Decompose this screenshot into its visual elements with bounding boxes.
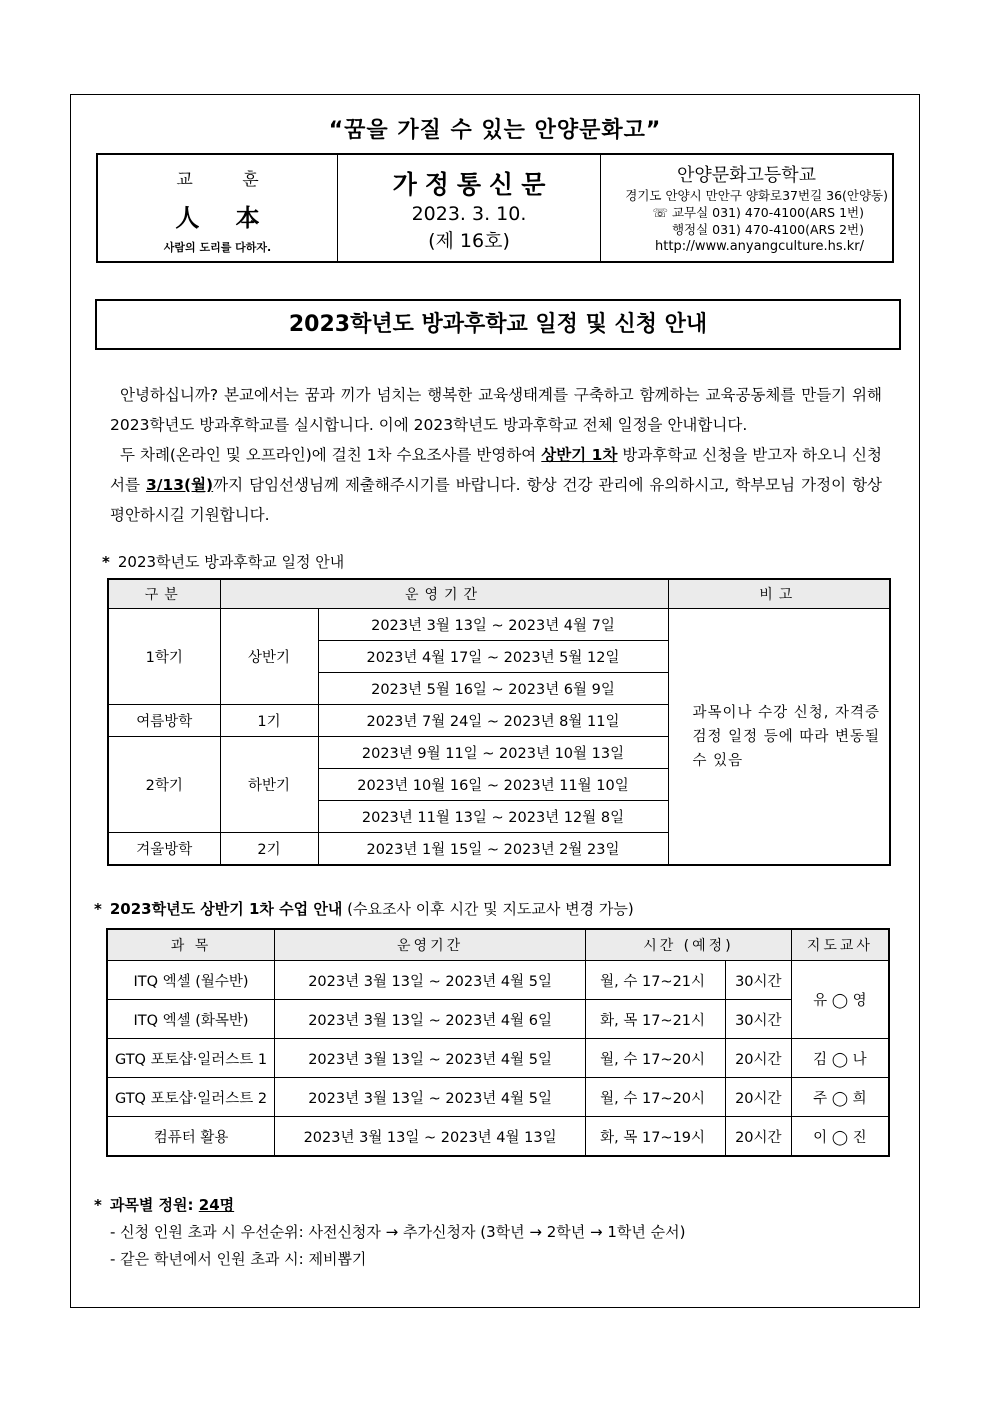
school-name: 안양문화고등학교: [676, 165, 817, 186]
intro-paragraph-2: [110, 440, 882, 530]
term-cell: 겨울방학: [108, 833, 220, 866]
school-website-link[interactable]: http://www.anyangculture.hs.kr/: [655, 239, 864, 254]
period-cell: 2023년 1월 15일 ~ 2023년 2월 23일: [318, 833, 668, 866]
capacity-label: 과목별 정원:: [109, 1196, 199, 1214]
col-header-time: 시간 (예정): [586, 929, 792, 961]
hours-cell: 20시간: [725, 1039, 791, 1078]
teacher-cell: 주 ◯ 희: [791, 1078, 889, 1117]
period-cell: 2023년 3월 13일 ~ 2023년 4월 5일: [275, 1039, 586, 1078]
schedule-table: [107, 578, 891, 866]
col-header-subject: 과 목: [107, 929, 275, 961]
school-phone-admin: 행정실 031) 470-4100(ARS 2번): [671, 222, 864, 237]
hours-cell: 30시간: [725, 961, 791, 1000]
subject-cell: ITQ 엑셀 (월수반): [107, 961, 275, 1000]
period-cell: 2023년 11월 13일 ~ 2023년 12월 8일: [318, 801, 668, 833]
period-cell: 2023년 3월 13일 ~ 2023년 4월 6일: [275, 1000, 586, 1039]
hours-cell: 20시간: [725, 1117, 791, 1157]
table-row: [107, 1117, 889, 1157]
schedule-section-heading: [102, 551, 344, 572]
newsletter-issue: (제 16호): [428, 230, 510, 252]
time-cell: 화, 목 17~19시: [586, 1117, 726, 1157]
class-table: [106, 928, 890, 1157]
motto-main: 人 本: [175, 204, 274, 232]
subject-cell: 컴퓨터 활용: [107, 1117, 275, 1157]
table-row: [108, 609, 890, 641]
bullet-star: *: [102, 553, 110, 571]
period-cell: 2023년 4월 17일 ~ 2023년 5월 12일: [318, 641, 668, 673]
half-cell: 상반기: [220, 609, 318, 705]
period-cell: 2023년 7월 24일 ~ 2023년 8월 11일: [318, 705, 668, 737]
school-contact: [601, 155, 892, 261]
capacity-line: [94, 1192, 685, 1219]
table-row: [107, 961, 889, 1000]
intro-text-part: 방과후학교 신청을 받고자 하오니 신청서를: [110, 446, 882, 494]
school-slogan: “꿈을 가질 수 있는 안양문화고”: [328, 118, 662, 143]
time-cell: 월, 수 17~20시: [586, 1039, 726, 1078]
term-cell: 여름방학: [108, 705, 220, 737]
capacity-value: 24명: [198, 1196, 235, 1214]
table-row: [107, 1000, 889, 1039]
col-header-period: 운영기간: [220, 579, 668, 609]
newsletter-date: 2023. 3. 10.: [411, 203, 527, 225]
period-cell: 2023년 3월 13일 ~ 2023년 4월 5일: [275, 1078, 586, 1117]
col-header-teacher: 지도교사: [791, 929, 889, 961]
hours-cell: 20시간: [725, 1078, 791, 1117]
newsletter-info: [338, 155, 601, 261]
subject-cell: GTQ 포토샵·일러스트 1: [107, 1039, 275, 1078]
priority-note: - 신청 인원 초과 시 우선순위: 사전신청자 → 추가신청자 (3학년 → 2학년 → 1학년 순서): [110, 1223, 686, 1241]
intro-text-part: 까지 담임선생님께 제출해주시기를 바랍니다. 항상 건강 관리에 유의하시고, 학부모님 가정이 항상 평안하시길 기원합니다.: [110, 476, 883, 524]
class-header-row: [107, 929, 889, 961]
time-cell: 월, 수 17~20시: [586, 1078, 726, 1117]
class-section-heading: [94, 898, 634, 919]
col-header-category: 구분: [108, 579, 220, 609]
table-row: [107, 1078, 889, 1117]
time-cell: 화, 목 17~21시: [586, 1000, 726, 1039]
intro-text: [110, 380, 882, 530]
hours-cell: 30시간: [725, 1000, 791, 1039]
teacher-cell: 유 ◯ 영: [791, 961, 889, 1039]
half-cell: 2기: [220, 833, 318, 866]
teacher-cell: 김 ◯ 나: [791, 1039, 889, 1078]
term-cell: 1학기: [108, 609, 220, 705]
subject-cell: ITQ 엑셀 (화목반): [107, 1000, 275, 1039]
tiebreak-note: - 같은 학년에서 인원 초과 시: 제비뽑기: [110, 1250, 367, 1268]
capacity-notes: [94, 1192, 685, 1273]
class-section-subtitle: (수요조사 이후 시간 및 지도교사 변경 가능): [347, 900, 634, 918]
intro-text-part: 두 차례(온라인 및 오프라인)에 걸친 1차 수요조사를 반영하여: [120, 446, 542, 464]
note-cell: 과목이나 수강 신청, 자격증 검정 일정 등에 따라 변동될 수 있음: [668, 609, 890, 866]
period-cell: 2023년 10월 16일 ~ 2023년 11월 10일: [318, 769, 668, 801]
schedule-header-row: [108, 579, 890, 609]
period-cell: 2023년 3월 13일 ~ 2023년 4월 13일: [275, 1117, 586, 1157]
period-cell: 2023년 3월 13일 ~ 2023년 4월 5일: [275, 961, 586, 1000]
period-cell: 2023년 5월 16일 ~ 2023년 6월 9일: [318, 673, 668, 705]
motto-label: 교 훈: [176, 170, 281, 190]
subject-cell: GTQ 포토샵·일러스트 2: [107, 1078, 275, 1117]
teacher-cell: 이 ◯ 진: [791, 1117, 889, 1157]
school-address: 경기도 안양시 만안구 양화로37번길 36(안양동): [625, 188, 888, 203]
period-cell: 2023년 9월 11일 ~ 2023년 10월 13일: [318, 737, 668, 769]
highlight-first-half: 상반기 1차: [541, 446, 618, 464]
document-title: 2023학년도 방과후학교 일정 및 신청 안내: [95, 299, 901, 350]
school-motto: [98, 155, 338, 261]
motto-subtitle: 사람의 도리를 다하자.: [163, 241, 272, 254]
bullet-star: *: [94, 900, 102, 918]
table-row: [107, 1039, 889, 1078]
half-cell: 하반기: [220, 737, 318, 833]
class-section-title: 2023학년도 상반기 1차 수업 안내: [109, 900, 343, 918]
schedule-section-title: 2023학년도 방과후학교 일정 안내: [117, 553, 345, 571]
col-header-note: 비고: [668, 579, 890, 609]
term-cell: 2학기: [108, 737, 220, 833]
time-cell: 월, 수 17~21시: [586, 961, 726, 1000]
intro-paragraph-1: 안녕하십니까? 본교에서는 꿈과 끼가 넘치는 행복한 교육생태계를 구축하고 함께하는 교육공동체를 만들기 위해 2023학년도 방과후학교를 실시합니다. 이에 2023학년도 방과후학교 전체 일정을 안내합니다.: [110, 386, 882, 434]
col-header-period: 운영기간: [275, 929, 586, 961]
highlight-deadline: 3/13(월): [145, 476, 214, 494]
period-cell: 2023년 3월 13일 ~ 2023년 4월 7일: [318, 609, 668, 641]
newsletter-header: [96, 153, 894, 263]
bullet-star: *: [94, 1196, 102, 1214]
half-cell: 1기: [220, 705, 318, 737]
newsletter-title: 가정통신문: [392, 170, 554, 199]
school-phone-office: ☏ 교무실 031) 470-4100(ARS 1번): [652, 205, 864, 220]
